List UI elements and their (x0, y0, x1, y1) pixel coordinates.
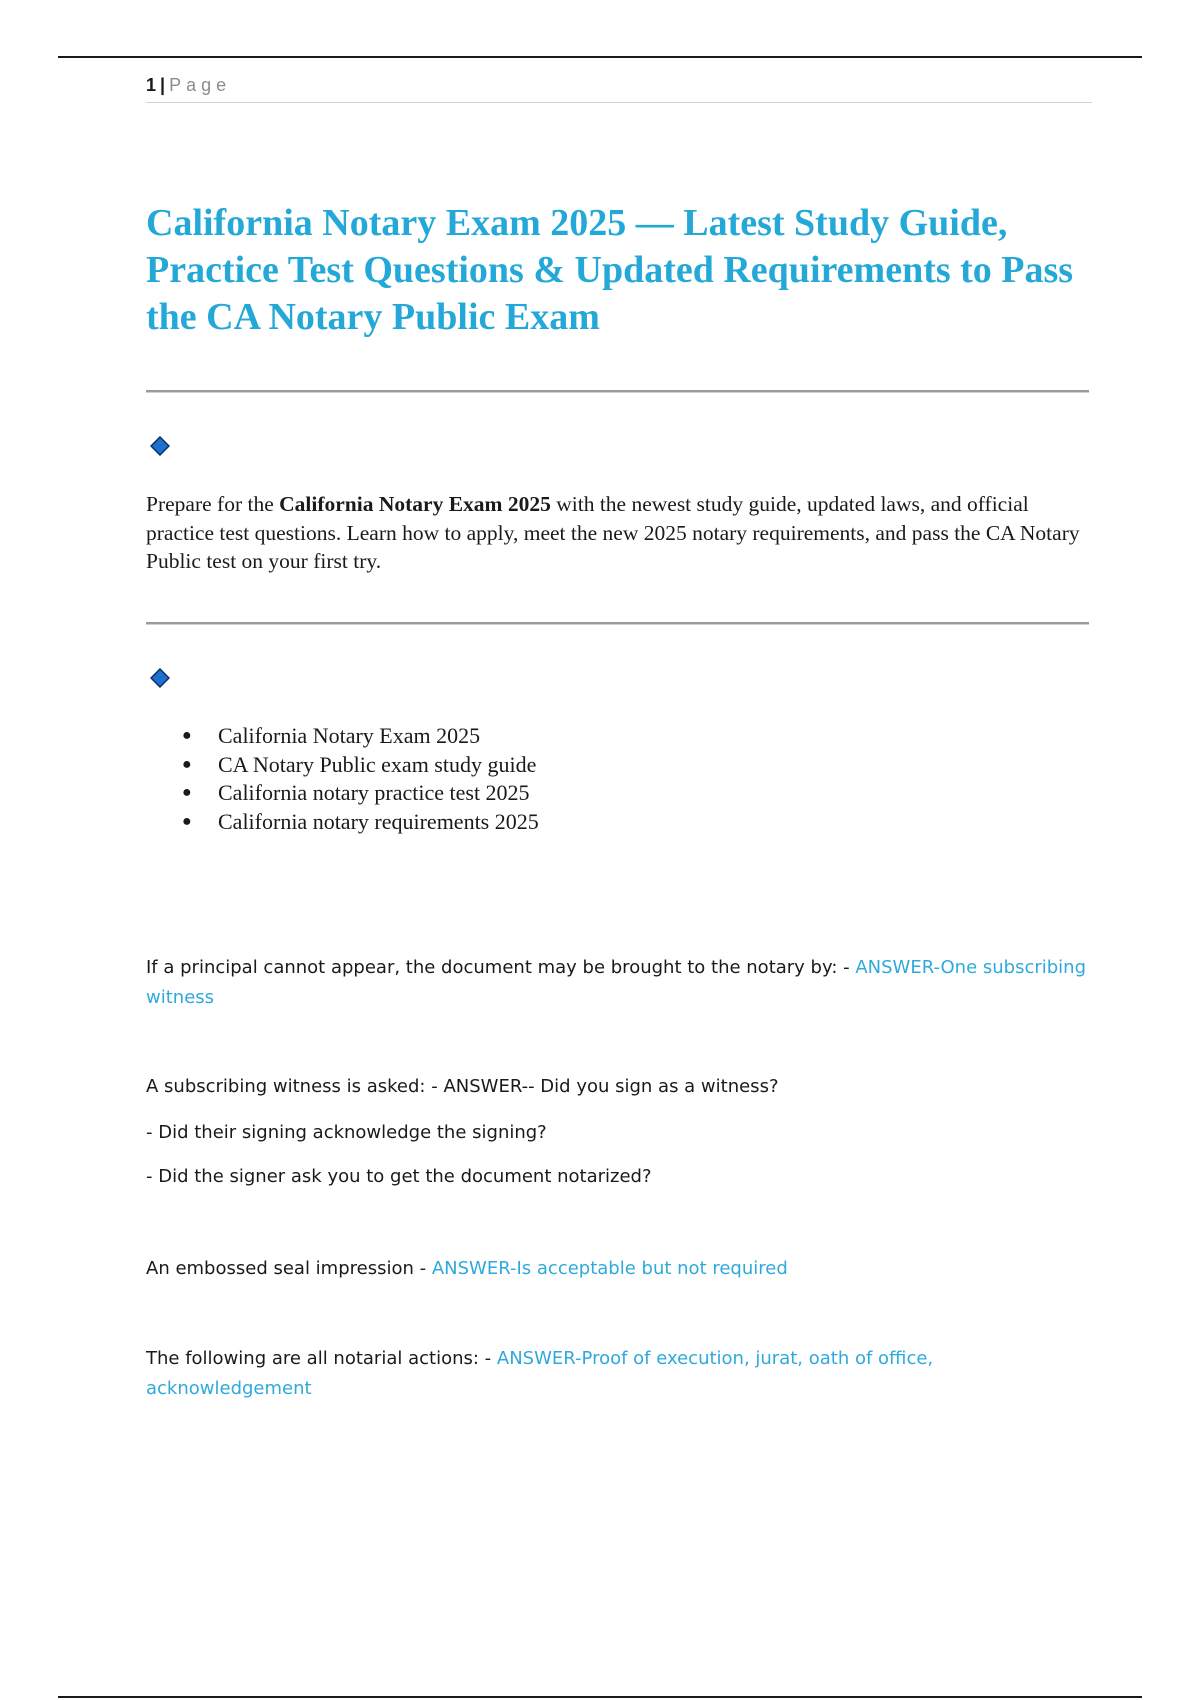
horizontal-rule (146, 390, 1089, 393)
page-separator: | (160, 75, 166, 95)
intro-bold: California Notary Exam 2025 (279, 492, 551, 516)
horizontal-rule (146, 622, 1089, 625)
blue-diamond-icon (150, 668, 170, 688)
page-bottom-border (58, 1696, 1142, 1698)
page-header (146, 74, 1092, 103)
qa-answer: ANSWER-One subscribing witness (146, 957, 1087, 1008)
qa-question: The following are all notarial actions: - (146, 1348, 497, 1369)
intro-suffix: with the newest study guide, updated laws, and official practice test questions. Learn how to apply, meet the new 2025 notary requirements, and pass the CA Notary Public test on your first try. (146, 492, 1080, 573)
qa-answer: ANSWER-Proof of execution, jurat, oath of office, acknowledgement (146, 1348, 934, 1399)
qa-item (146, 1254, 1092, 1284)
qa-item (146, 953, 1092, 1013)
blue-diamond-icon (150, 436, 170, 456)
qa-answer: ANSWER-Is acceptable but not required (431, 1258, 788, 1279)
qa-question: An embossed seal impression - (146, 1258, 432, 1279)
qa-item (146, 1072, 1092, 1102)
bullet-icon: ● (182, 755, 192, 773)
qa-followup: - Did the signer ask you to get the document notarized? (146, 1166, 652, 1187)
list-item: ● California notary practice test 2025 (218, 779, 539, 808)
qa-question: If a principal cannot appear, the document may be brought to the notary by: - (146, 957, 856, 978)
keyword-list (146, 722, 539, 836)
page-number: 1 (146, 75, 157, 95)
page-top-border (58, 56, 1142, 58)
page-word: Page (169, 75, 232, 95)
bullet-icon: ● (182, 727, 192, 744)
bullet-icon: ● (182, 784, 192, 801)
intro-prefix: Prepare for the (146, 492, 280, 516)
document-title: California Notary Exam 2025 — Latest Study Guide, Practice Test Questions & Updated Requirements to Pass the CA Notary Public Exam (146, 202, 1074, 338)
qa-followup: - Did their signing acknowledge the signing? (146, 1122, 547, 1143)
bullet-icon: ● (182, 812, 192, 830)
qa-item (146, 1344, 1092, 1404)
list-item: ● CA Notary Public exam study guide (218, 751, 539, 780)
list-item: ● California Notary Exam 2025 (218, 722, 539, 751)
list-item: ● California notary requirements 2025 (218, 808, 539, 837)
intro-paragraph (146, 490, 1092, 576)
qa-question: A subscribing witness is asked: - ANSWER-- Did you sign as a witness? (146, 1076, 779, 1097)
